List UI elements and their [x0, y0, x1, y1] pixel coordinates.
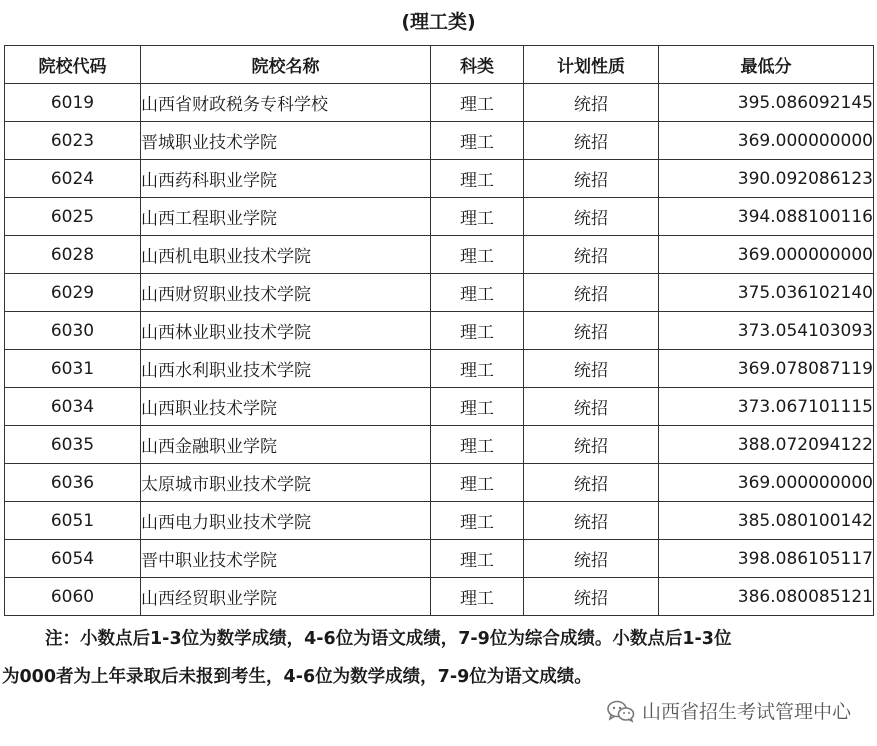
- table-row: [5, 426, 874, 464]
- watermark: [606, 697, 851, 724]
- category-cell: 理工: [431, 122, 524, 160]
- school-code-cell: 6023: [5, 122, 141, 160]
- school-name-cell: 晋城职业技术学院: [141, 122, 431, 160]
- plan-type-cell: 统招: [524, 426, 659, 464]
- category-cell: 理工: [431, 236, 524, 274]
- category-cell: 理工: [431, 274, 524, 312]
- school-code-cell: 6019: [5, 84, 141, 122]
- footnote-line-2: 为000者为上年录取后未报到考生，4-6位为数学成绩，7-9位为语文成绩。: [2, 667, 592, 687]
- plan-type-cell: 统招: [524, 198, 659, 236]
- school-name-cell: 山西职业技术学院: [141, 388, 431, 426]
- plan-type-cell: 统招: [524, 350, 659, 388]
- min-score-cell: 369.000000000: [659, 464, 874, 502]
- school-name-cell: 山西机电职业技术学院: [141, 236, 431, 274]
- watermark-text: 山西省招生考试管理中心: [641, 701, 851, 723]
- school-code-cell: 6035: [5, 426, 141, 464]
- min-score-cell: 369.000000000: [659, 122, 874, 160]
- min-score-cell: 386.080085121: [659, 578, 874, 616]
- page-title: (理工类): [401, 11, 476, 33]
- school-code-cell: 6054: [5, 540, 141, 578]
- header-plan: 计划性质: [524, 46, 659, 84]
- table-row: [5, 388, 874, 426]
- school-name-cell: 山西水利职业技术学院: [141, 350, 431, 388]
- header-category: 科类: [431, 46, 524, 84]
- category-cell: 理工: [431, 388, 524, 426]
- min-score-cell: 395.086092145: [659, 84, 874, 122]
- category-cell: 理工: [431, 84, 524, 122]
- school-code-cell: 6024: [5, 160, 141, 198]
- school-name-cell: 山西药科职业学院: [141, 160, 431, 198]
- school-name-cell: 山西林业职业技术学院: [141, 312, 431, 350]
- school-name-cell: 山西经贸职业学院: [141, 578, 431, 616]
- school-code-cell: 6029: [5, 274, 141, 312]
- school-name-cell: 太原城市职业技术学院: [141, 464, 431, 502]
- plan-type-cell: 统招: [524, 160, 659, 198]
- plan-type-cell: 统招: [524, 236, 659, 274]
- table-row: [5, 312, 874, 350]
- plan-type-cell: 统招: [524, 84, 659, 122]
- header-score: 最低分: [659, 46, 874, 84]
- plan-type-cell: 统招: [524, 388, 659, 426]
- school-code-cell: 6030: [5, 312, 141, 350]
- table-row: [5, 274, 874, 312]
- school-code-cell: 6036: [5, 464, 141, 502]
- footnote: [0, 620, 877, 696]
- min-score-cell: 385.080100142: [659, 502, 874, 540]
- table-row: [5, 84, 874, 122]
- table-row: [5, 236, 874, 274]
- table-row: [5, 502, 874, 540]
- school-name-cell: 山西省财政税务专科学校: [141, 84, 431, 122]
- min-score-cell: 394.088100116: [659, 198, 874, 236]
- table-row: [5, 350, 874, 388]
- min-score-cell: 373.054103093: [659, 312, 874, 350]
- plan-type-cell: 统招: [524, 122, 659, 160]
- header-code: 院校代码: [5, 46, 141, 84]
- category-cell: 理工: [431, 540, 524, 578]
- table-header-row: [5, 46, 874, 84]
- plan-type-cell: 统招: [524, 502, 659, 540]
- min-score-cell: 373.067101115: [659, 388, 874, 426]
- min-score-cell: 390.092086123: [659, 160, 874, 198]
- school-code-cell: 6025: [5, 198, 141, 236]
- min-score-cell: 375.036102140: [659, 274, 874, 312]
- category-cell: 理工: [431, 198, 524, 236]
- table-row: [5, 578, 874, 616]
- school-name-cell: 晋中职业技术学院: [141, 540, 431, 578]
- category-cell: 理工: [431, 578, 524, 616]
- min-score-cell: 398.086105117: [659, 540, 874, 578]
- category-cell: 理工: [431, 464, 524, 502]
- school-code-cell: 6051: [5, 502, 141, 540]
- table-row: [5, 160, 874, 198]
- category-cell: 理工: [431, 426, 524, 464]
- admission-score-table: [4, 45, 874, 616]
- category-cell: 理工: [431, 350, 524, 388]
- plan-type-cell: 统招: [524, 578, 659, 616]
- plan-type-cell: 统招: [524, 540, 659, 578]
- school-code-cell: 6031: [5, 350, 141, 388]
- school-code-cell: 6060: [5, 578, 141, 616]
- plan-type-cell: 统招: [524, 312, 659, 350]
- min-score-cell: 388.072094122: [659, 426, 874, 464]
- school-code-cell: 6034: [5, 388, 141, 426]
- table-row: [5, 540, 874, 578]
- school-name-cell: 山西财贸职业技术学院: [141, 274, 431, 312]
- plan-type-cell: 统招: [524, 464, 659, 502]
- school-code-cell: 6028: [5, 236, 141, 274]
- header-name: 院校名称: [141, 46, 431, 84]
- wechat-icon: [606, 699, 636, 723]
- category-cell: 理工: [431, 160, 524, 198]
- table-row: [5, 198, 874, 236]
- school-name-cell: 山西金融职业学院: [141, 426, 431, 464]
- footnote-line-1: 注：小数点后1-3位为数学成绩，4-6位为语文成绩，7-9位为综合成绩。小数点后1-3位: [45, 629, 732, 649]
- table-row: [5, 122, 874, 160]
- category-cell: 理工: [431, 502, 524, 540]
- min-score-cell: 369.078087119: [659, 350, 874, 388]
- category-cell: 理工: [431, 312, 524, 350]
- school-name-cell: 山西电力职业技术学院: [141, 502, 431, 540]
- table-body: [5, 84, 874, 616]
- table-row: [5, 464, 874, 502]
- min-score-cell: 369.000000000: [659, 236, 874, 274]
- school-name-cell: 山西工程职业学院: [141, 198, 431, 236]
- plan-type-cell: 统招: [524, 274, 659, 312]
